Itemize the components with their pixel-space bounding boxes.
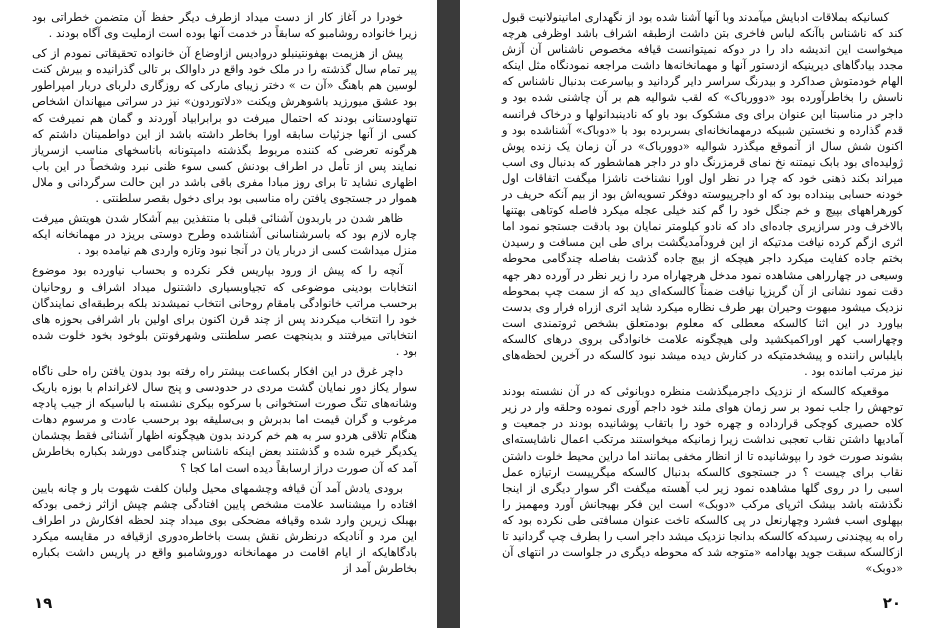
- paragraph: داچر غرق در این افکار بکساعت بیشتر راه رفته بود بدون یافتن راه حلی ناگاه سوار یکاز دور نمایان گشت مردی در حدودسی و پنج سال لاغراندام با بوزه باریک وشانه‌های تنگ صورت استخوانی با سرکوه بیکری نشسته با لباسیکه از جیب پادچه مرغوب و گران قیمت اما بدبرش و بی‌سلیقه بود برحسب عادت و مرسوم دهات هنگام تلاقی هردو سر به هم خم کردند بدون هیچگونه اظهار آشنائی فقط بچشمان یکدیگر خیره شده و گذشتند بعض اینکه ناشناس چندگامی دورشد بکباره بخاطرش آمد که آن صورت دراز ارسابقاً دیده است اما کجا ؟: [32, 364, 417, 475]
- paragraph: آنچه را که پیش از ورود بپاریس فکر نکرده و بحساب نیاورده بود موضوع انتخابات بودینی موضوعی که تجیاوبسیاری داشتنول میداد اشراف و روحانیان برحسب مراتب خانوادگی بامقام روحانی انتخاب نمیشدند بلکه برطبقه‌ای نمایندگان خود را انتخاب میکردند پس از چند قرن اکنون برای اولین بار اشرافی بحوزه های انتخاباتی میرفتند و بدینجهت عصر سلطنتی وشهرفونتن بلوخود بخود خلوت شده بود .: [32, 264, 417, 358]
- page-number: ۱۹: [34, 594, 53, 612]
- right-page-body: [502, 10, 903, 577]
- paragraph: کسانیکه بملاقات ادبایش میآمدند وبا آنها آشنا شده بود از نگهداری امانینولانیت قبول کند که ناشناس باآنکه لباس فاخری بتن داشت ازطبقه اشراف باشد اوظرفی هرچه میخواست این اندیشه داد را در دوکه نمیتوانست قیافه مخصوص ناشناس آن آزش مجدد بیادگاهای دیرینیکه ازدستور آنها و مهمانخانه‌ها داشت مراجعه نمودنگاه مثل اینکه الهام خودمتوش صداکرد و بیدرنگ سراسر دایر گردانید و بیاسرعت بدنبال ناشناس که ناسش را بخاطرآورده بود «دوورباک» که لقب شوالیه هم بر آن چاشنی شده بود و داجر در مناسبتا این عنوان برای وی مشکوک بود باو که نادینبدانولها و درخاک فرانسه قدم گذارده و نخستین شبیکه درمهمانخانه‌ای بسربرده بود با «دوباک» آشناشده بود و اکنون شش سال از آنموقع میگذرد شوالیه «دوورباک» در آن زمان یک زنده پوش ژولیده‌ای بود بابک نیمتنه نخ نمای قرمزرنگ داو در داجر هماشطور که بدنبال وی اسب میراند بکند ذهنی خود که چرا در نظر اول اورا نشناخت ناشزا میگفت اتفاقات اول خودنه حسابی بینداده بود که او داجرپیوسته دوفکر تسویه‌اش بود از بیم آنکه حریف در کورهراههای بپیچ و خم جنگل خود را گم کند خیلی عجله میکرد فاصله کوتاهی بهتنها بالاخرف ودر سرازیری جاده‌ای داد که نادو کیلومتر نمایان بود بادقت جستجو نمود اما اثری ازگم کرده نیافت مدتیکه از این فرودآمدیگشت برای طی این مسافت و رسیدن بختم جاده کفایت میکرد داجر هیچکه از بیچ جاده گذشت بفاصله چندگامی محوطه وسیعی در چهارراهی مشاهده نمود مدخل هرچهاراه مرد را زیر نظر در آورده دهر جهه دقت نمود نشانی از آن گریزپا نیافت ضمناً کالسکه‌ای دید که از سمت چپ بمحوطه نزدیک میشود مبهوت وحیران بهر طرف نظاره میکرد شاید اثری ازراه فرار وی بدست بیاورد در این اثنا کالسکه معطلی که معلوم بودمتعلق بشخص ثروتمندی است وچهاراسب کهر اوراکمیکشید ولی هیچگونه علامت خانوادگی بروی درهای کالسکه بایلباس راننده و پیشخدمتیکه در کنارش دیده میشد نبود کالسکه در آخرین لحظه‌های نیز مرتب امانده بود .: [502, 11, 903, 379]
- paragraph: پیش از هزیمت بهفونتینبلو دروادیس ازاوضاع آن خانواده تحقیقاتی نمودم از کی پیر تمام سال گذشته را در ملک خود واقع در داوالک بر تالی گذرانیده و بیرش کنت لوسین هم باهنگ «آن ت » دختر زیبای مارکی که روزگاری دلربای دربار امپراطور بود عشق میورزید باشوهرش ویکنت «دلاتوردون» نیز در سراتی میهاندان اشخاص تنهاودستانی بودند که احتمال میرفت دو برابرابیاد آوردند و گمان هم نمیرفت که کسی از آنها جزئیات سابقه اورا بخاطر داشته باشد از این دواطمینان داشتم که هرگونه تعرضی که کننده مربوط بگذشته دامپتونانه باناسخهای مناسب ازسریاز نمایند پس از تأمل در اطراف بودنش کسی سوء ظنی نبرد وشخصاً در این باب اظهاری نشاید تا برای روز مبادا مفری باقی باشد در این حالت سرگردانی و ملال هموار در جستجوی یافتن راه مناسبی بود برای دخول بقصر سلطنتی .: [32, 47, 417, 206]
- left-page-body: [32, 10, 417, 577]
- paragraph: برودی یادش آمد آن قیافه وچشمهای محیل ولبان کلفت شهوت بار و چانه بایین افتاده را میشناسد علامت مشخص پایین افتادگی چشم چپش ازاثر زخمی بودکه بهبلک زیرین وارد شده وقیافه مضحکی بوی میداد چند لحظه افکارش در اطراف این مرد و آنادیکه درنظرش نقش بست باخاطره‌دوری ازقیافه در مقایسه میکرد بادگاهایکه از ایام اقامت در مهمانخانه دوروشامبو واقع در پاریس داشت بکباره بخاطرش آمد از: [32, 481, 417, 576]
- page-number: ۲۰: [882, 594, 901, 612]
- page-gutter: [437, 0, 460, 628]
- book-page-left: [0, 0, 437, 628]
- book-page-right: [460, 0, 939, 628]
- paragraph: ظاهر شدن در باربدون آشنائی قبلی با منتفذین بیم آشکار شدن هویتش میرفت چاره لازم بود که باسرشناسانی آشناشده وطرح دوستی بریزد در مهمانخانه ایکه منزل میداشت کسی از دربار یان در آنجا نبود وتازه واردی هم نیامده بود .: [32, 212, 417, 258]
- paragraph: موقعیکه کالسکه از نزدیک داجرمیگذشت منظره دوبانوئی که در آن نشسته بودند توجهش را جلب نمود بر سر زمان هوای ملند خود داجم آوری نموده وحلقه وار در زیر کلاه حصیری کوچکی قرارداده و چهره خود را باتقاب پوشانیده بودند در جمعیت و آمادیها داشتن نقاب تعجبی نداشت زیرا زمانیکه میخواستند مرتکب اعمال ناشایسته‌ای بشوند صورت خود را بپوشانیده تا از انظار مخفی بمانند اما دراین محیط خلوت داشتن نقاب برای چیست ؟ در جستجوی کالسکه بدنبال کالسکه میگرییست ارتیازه عمل اسبی را در روی گلها مشاهده نمود زیر لب آهسته میگفت اگر سوار دیگری از اینجا نگذشته باشد بیشک اثرپای مرکب «دوبک» است این فکر بهیجانش آورد ومهمیز را بپهلوی اسب فشرد وچهارنعل در پی کالسکه تاخت عنوان مسافتی طی نکرده بود که راه به پیچندنی رسیدکه کالسکه بدانجا نزدیک میشد داجر اسب را بطرف چپ گردانید تا ازکالسکه سبقت جوید بهادامه «متوجه شد که محوطه دیگری در جلواست در انتهای آن «دوبک»: [502, 385, 903, 576]
- paragraph: خودرا در آغاز کار از دست میداد ازطرف دیگر حفظ آن متضمن خطراتی بود زیرا خانواده روشامبو که سابقاً در خدمت آنها بوده است ازملیت وی آگاه بودند .: [32, 11, 417, 41]
